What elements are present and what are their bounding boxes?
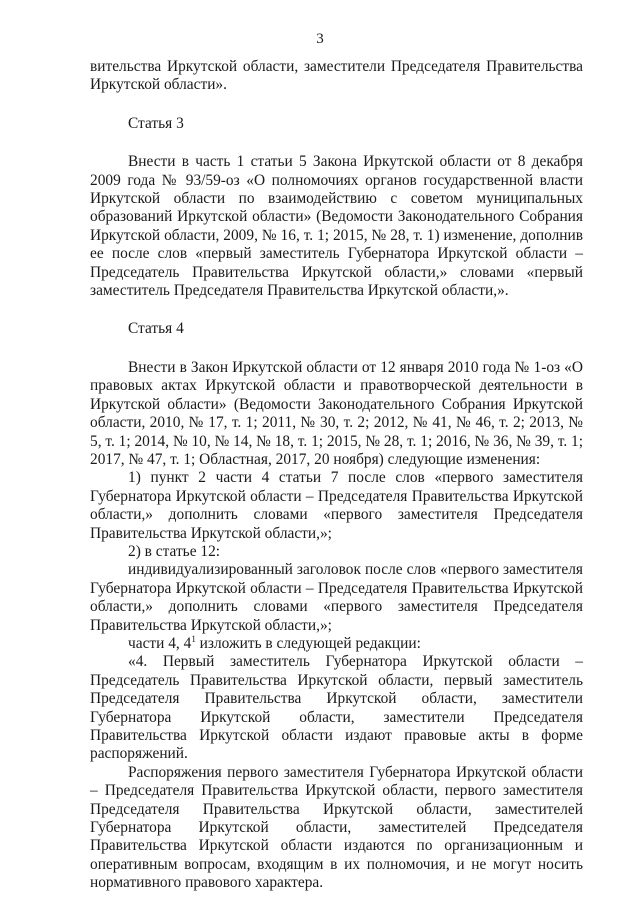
parts-prefix: части 4, 4: [128, 634, 192, 652]
article-3-text: Внести в часть 1 статьи 5 Закона Иркутской области от 8 декабря 2009 года № 93/59-оз «О полномочиях органов государственной власти Иркутской области по взаимодействию с советом муниципальных образований Иркутской области» (Ведомости Законодательного Собрания Иркутской области, 2009, № 16, т. 1; 2015, № 28, т. 1) изменение, дополнив ее после слов «первый заместитель Губернатора Иркутской области – Председатель Правительства Иркутской области,» словами «первый заместитель Председателя Правительства Иркутской области,».: [90, 153, 583, 300]
continuation-paragraph: вительства Иркутской области, заместители Председателя Правительства Иркутской области».: [90, 58, 583, 94]
parts-superscript: 1: [191, 633, 196, 644]
article-4-item-2: 2) в статье 12:: [128, 542, 221, 560]
article-4-orders: Распоряжения первого заместителя Губернатора Иркутской области – Председателя Правительства Иркутской области, первого заместителя Председателя Правительства Иркутской области, заместителей Губернатора Иркутской области, заместителей Председателя Правительства Иркутской области издаются по организационным и оперативным вопросам, входящим в их полномочия, и не могут носить нормативного правового характера.: [90, 763, 583, 892]
article-4-part-4: «4. Первый заместитель Губернатора Иркутской области – Председатель Правительства Иркутской области, первый заместитель Председателя Правительства Иркутской области, заместители Губернатора Иркутской области, заместители Председателя Правительства Иркутской области издают правовые акты в форме распоряжений.: [90, 653, 583, 763]
document-body: [90, 58, 583, 893]
parts-suffix: изложить в следующей редакции:: [195, 634, 421, 652]
article-4-intro: Внести в Закон Иркутской области от 12 января 2010 года № 1-оз «О правовых актах Иркутской области и правотворческой деятельности в Иркутской области» (Ведомости Законодательного Собрания Иркутской области, 2010, № 17, т. 1; 2011, № 30, т. 2; 2012, № 41, № 46, т. 2; 2013, № 5, т. 1; 2014, № 10, № 14, № 18, т. 1; 2015, № 28, т. 1; 2016, № 36, № 39, т. 1; 2017, № 47, т. 1; Областная, 2017, 20 ноября) следующие изменения:: [90, 358, 584, 468]
article-4-heading: Статья 4: [128, 320, 184, 338]
article-3-heading: Статья 3: [128, 114, 184, 132]
article-4-item-1: 1) пункт 2 части 4 статьи 7 после слов «первого заместителя Губернатора Иркутской области – Председателя Правительства Иркутской области,» дополнить словами «первого заместителя Председателя Правительства Иркутской области,»;: [90, 469, 583, 542]
article-4-parts-line: [90, 635, 583, 653]
page-number: 3: [316, 31, 324, 47]
article-4-item-2-heading: индивидуализированный заголовок после слов «первого заместителя Губернатора Иркутской области – Председателя Правительства Иркутской области,» дополнить словами «первого заместителя Председателя Правительства Иркутской области,»;: [90, 561, 583, 634]
